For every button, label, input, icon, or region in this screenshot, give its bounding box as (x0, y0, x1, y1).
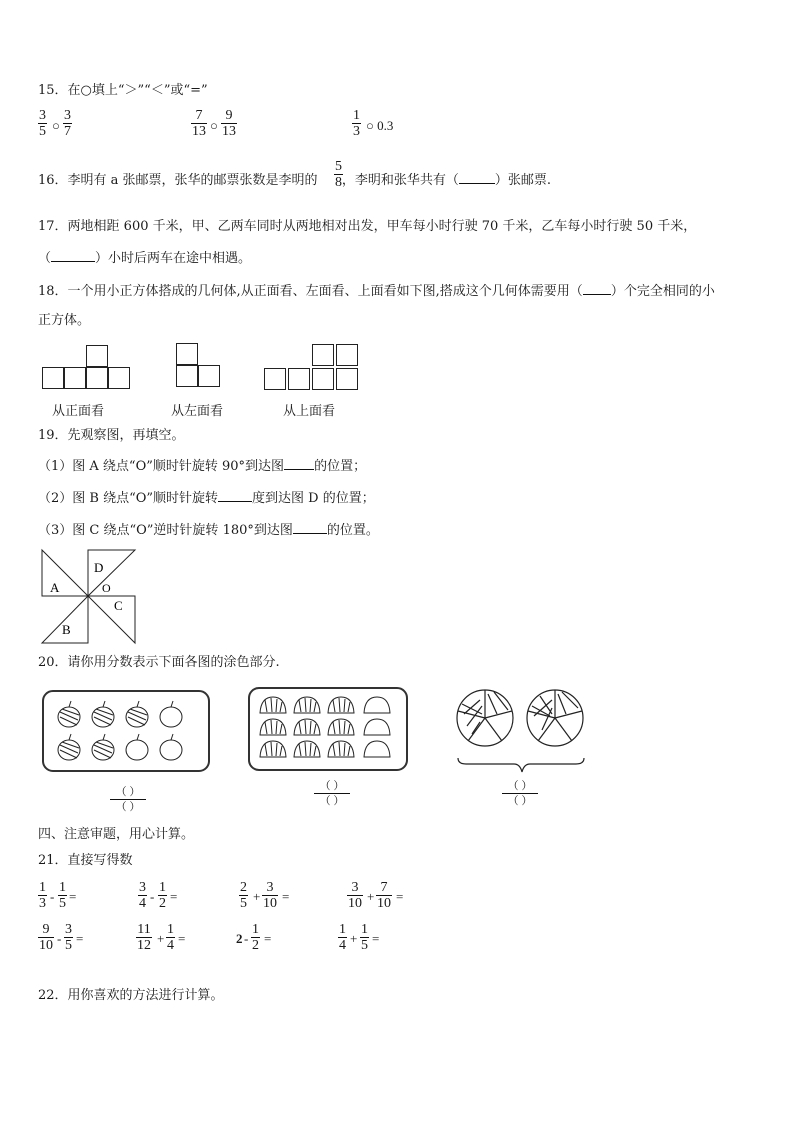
numerator-blank: （ ） (319, 780, 345, 792)
q16-pre: 16．李明有 a 张邮票，张华的邮票张数是李明的 (38, 173, 318, 188)
q19-sub3-text: （3）图 C 绕点“O”逆时针旋转 180°到达图 (38, 523, 293, 538)
triangle-c (88, 596, 135, 643)
q20-title: 20．请你用分数表示下面各图的涂色部分. (38, 655, 280, 670)
denominator: 10 (377, 896, 391, 911)
numerator: 2 (240, 880, 247, 895)
front-view-label: 从正面看 (52, 404, 105, 419)
q15-text: 15．在○填上“＞”“＜”或“=” (38, 83, 208, 98)
label-a: A (50, 580, 60, 595)
view-cell (176, 343, 198, 365)
q19-title: 19．先观察图，再填空。 (38, 428, 185, 443)
q19-sub2-end: 度到达图 D 的位置； (252, 491, 375, 506)
q19-sub2-blank[interactable] (218, 489, 252, 502)
numerator: 1 (252, 922, 259, 937)
q18-line1 (38, 282, 715, 300)
q16-fraction (334, 159, 343, 190)
shell-icon (294, 741, 320, 757)
numerator: 7 (380, 880, 388, 895)
brace (458, 758, 584, 772)
equals-sign[interactable]: = (76, 931, 84, 946)
numerator: 5 (335, 159, 342, 174)
shell-icon (260, 719, 286, 735)
shell-icon (364, 741, 390, 757)
denominator: 3 (39, 896, 46, 911)
view-cell (264, 368, 286, 390)
triangle-a (42, 550, 88, 596)
q19-sub1-text: （1）图 A 绕点“O”顺时针旋转 90°到达图 (38, 459, 285, 474)
q15-2-right-fraction (221, 108, 237, 139)
view-cell (312, 344, 334, 366)
q21-r1c1-a (38, 880, 47, 911)
denominator: 5 (361, 938, 368, 953)
q18-line1-end: ）个完全相同的小 (610, 284, 715, 299)
shell-icon (328, 719, 354, 735)
q15-1-left-fraction (38, 108, 47, 139)
apple-icon (92, 701, 114, 727)
shell-icon (294, 719, 320, 735)
denominator: 10 (263, 896, 277, 911)
equals-sign[interactable]: = (178, 931, 186, 946)
shells-box (246, 685, 410, 773)
q17-paren-open: （ (38, 251, 52, 266)
shell-icon (364, 697, 390, 713)
q21-r2c3-b (251, 922, 260, 953)
denominator: 4 (167, 938, 174, 953)
numerator-blank: （ ） (115, 786, 141, 798)
shell-icon (364, 719, 390, 735)
apple-icon (126, 701, 148, 727)
shell-icon (260, 697, 286, 713)
q17-line1: 17．两地相距 600 千米，甲、乙两车同时从两地相对出发，甲车每小时行驶 70 千米，乙车每小时行驶 50 千米， (38, 219, 697, 234)
q15-3-left-fraction (352, 108, 361, 139)
minus-sign: - (244, 931, 249, 946)
shells-fraction[interactable] (314, 779, 350, 808)
q16-post: ，李明和张华共有（ (341, 173, 459, 188)
compare-circle[interactable]: ○ (52, 118, 60, 133)
label-b: B (62, 622, 71, 637)
numerator: 9 (42, 922, 50, 937)
q21-r2c2-a (136, 922, 152, 953)
denominator: 4 (339, 938, 346, 953)
shell-icon (294, 697, 320, 713)
label-o: O (102, 581, 111, 595)
equals-sign[interactable]: = (69, 889, 77, 904)
pinwheel-figure (40, 548, 140, 646)
denominator: 8 (335, 175, 342, 190)
view-cell (288, 368, 310, 390)
numerator: 1 (353, 108, 360, 123)
denominator: 7 (64, 124, 71, 139)
q19-sub1-end: 的位置； (314, 459, 367, 474)
q21-r1c1-b (58, 880, 67, 911)
q21-r1c4-b (376, 880, 392, 911)
plus-sign: + (350, 931, 358, 946)
circles-fraction[interactable] (502, 779, 538, 808)
q15-2-left-fraction (191, 108, 207, 139)
apple-icon (58, 734, 80, 760)
q21-r2c4-a (338, 922, 347, 953)
q21-r2c4-b (360, 922, 369, 953)
numerator: 3 (39, 108, 46, 123)
q19-sub3-blank[interactable] (293, 521, 327, 534)
numerator: 1 (339, 922, 346, 937)
apple-grid (55, 698, 205, 768)
numerator: 1 (59, 880, 66, 895)
q17-answer-blank[interactable] (51, 249, 95, 262)
apple-icon (160, 701, 182, 727)
q17-line2 (38, 249, 251, 267)
label-c: C (114, 598, 123, 613)
denominator: 10 (39, 938, 53, 953)
denominator: 4 (139, 896, 146, 911)
q21-r1c2-b (158, 880, 167, 911)
shell-icon (328, 741, 354, 757)
numerator-blank: （ ） (507, 780, 533, 792)
denominator: 13 (222, 124, 236, 139)
q17-line2-text: ）小时后两车在途中相遇。 (95, 251, 252, 266)
denominator-blank: （ ） (314, 793, 350, 808)
numerator: 3 (266, 880, 274, 895)
shell-icon (260, 741, 286, 757)
apple-icon (160, 734, 182, 760)
numerator: 3 (65, 922, 72, 937)
denominator: 2 (159, 896, 166, 911)
q16-line (38, 171, 551, 189)
section-4-heading: 四、注意审题，用心计算。 (38, 827, 195, 842)
q18-line1-text: 18．一个用小正方体搭成的几何体,从正面看、左面看、上面看如下图,搭成这个几何体需要用（ (38, 284, 583, 299)
q22-title: 22．用你喜欢的方法进行计算。 (38, 988, 224, 1003)
minus-sign: - (57, 931, 62, 946)
q15-1-right-fraction (63, 108, 72, 139)
q21-r2c1-a (38, 922, 54, 953)
q16-answer-blank[interactable] (459, 171, 495, 184)
numerator: 3 (351, 880, 359, 895)
equals-sign[interactable]: = (396, 889, 404, 904)
denominator: 5 (240, 896, 247, 911)
denominator: 5 (39, 124, 46, 139)
q19-sub1 (38, 457, 366, 475)
denominator-blank: （ ） (110, 799, 146, 814)
view-cell (198, 365, 220, 387)
equals-sign[interactable]: = (372, 931, 380, 946)
equals-sign[interactable]: = (282, 889, 290, 904)
whole-number: 2 (236, 931, 243, 946)
equals-sign[interactable]: = (264, 931, 272, 946)
numerator: 3 (64, 108, 71, 123)
apples-layer (40, 688, 212, 774)
q21-r1c2-a (138, 880, 147, 911)
view-cell (86, 345, 108, 367)
equals-sign[interactable]: = (170, 889, 178, 904)
view-cell (336, 368, 358, 390)
shell-icon (328, 697, 354, 713)
denominator-blank: （ ） (502, 793, 538, 808)
numerator: 1 (167, 922, 174, 937)
numerator: 9 (225, 108, 233, 123)
compare-circle[interactable]: ○ (210, 118, 218, 133)
view-cell (64, 367, 86, 389)
denominator: 12 (137, 938, 151, 953)
minus-sign: - (50, 889, 55, 904)
view-cell (42, 367, 64, 389)
q21-r2c2-b (166, 922, 175, 953)
q18-answer-blank[interactable] (583, 282, 611, 295)
numerator: 1 (361, 922, 368, 937)
numerator: 1 (159, 880, 166, 895)
left-view-label: 从左面看 (171, 404, 224, 419)
numerator: 1 (39, 880, 46, 895)
plus-sign: + (367, 889, 375, 904)
apple-icon (58, 701, 80, 727)
q21-r1c3-a (239, 880, 248, 911)
q19-sub2 (38, 489, 375, 507)
view-cell (312, 368, 334, 390)
q21-r1c3-b (262, 880, 278, 911)
denominator: 3 (353, 124, 360, 139)
denominator: 2 (252, 938, 259, 953)
denominator: 5 (59, 896, 66, 911)
view-cell (176, 365, 198, 387)
apples-fraction[interactable] (110, 785, 146, 814)
plus-sign: + (157, 931, 165, 946)
q19-sub2-text: （2）图 B 绕点“O”顺时针旋转 (38, 491, 219, 506)
view-cell (336, 344, 358, 366)
plus-sign: + (253, 889, 261, 904)
numerator: 3 (139, 880, 146, 895)
denominator: 10 (348, 896, 362, 911)
q21-r1c4-a (347, 880, 363, 911)
view-cell (86, 367, 108, 389)
denominator: 5 (65, 938, 72, 953)
view-cell (108, 367, 130, 389)
top-view-label: 从上面看 (283, 404, 336, 419)
label-d: D (94, 560, 104, 575)
q18-line2: 正方体。 (38, 313, 91, 328)
numerator: 7 (195, 108, 203, 123)
compare-circle-decimal[interactable]: ○ 0.3 (366, 118, 394, 133)
q19-sub3 (38, 521, 379, 539)
apple-icon (126, 734, 148, 760)
q21-r2c1-b (64, 922, 73, 953)
numerator: 11 (137, 922, 151, 937)
denominator: 13 (192, 124, 206, 139)
apple-icon (92, 734, 114, 760)
q19-sub3-end: 的位置。 (326, 523, 379, 538)
q19-sub1-blank[interactable] (284, 457, 314, 470)
q16-end: ）张邮票. (494, 173, 551, 188)
q21-title: 21．直接写得数 (38, 853, 133, 868)
minus-sign: - (150, 889, 155, 904)
circles-figure (452, 684, 592, 780)
